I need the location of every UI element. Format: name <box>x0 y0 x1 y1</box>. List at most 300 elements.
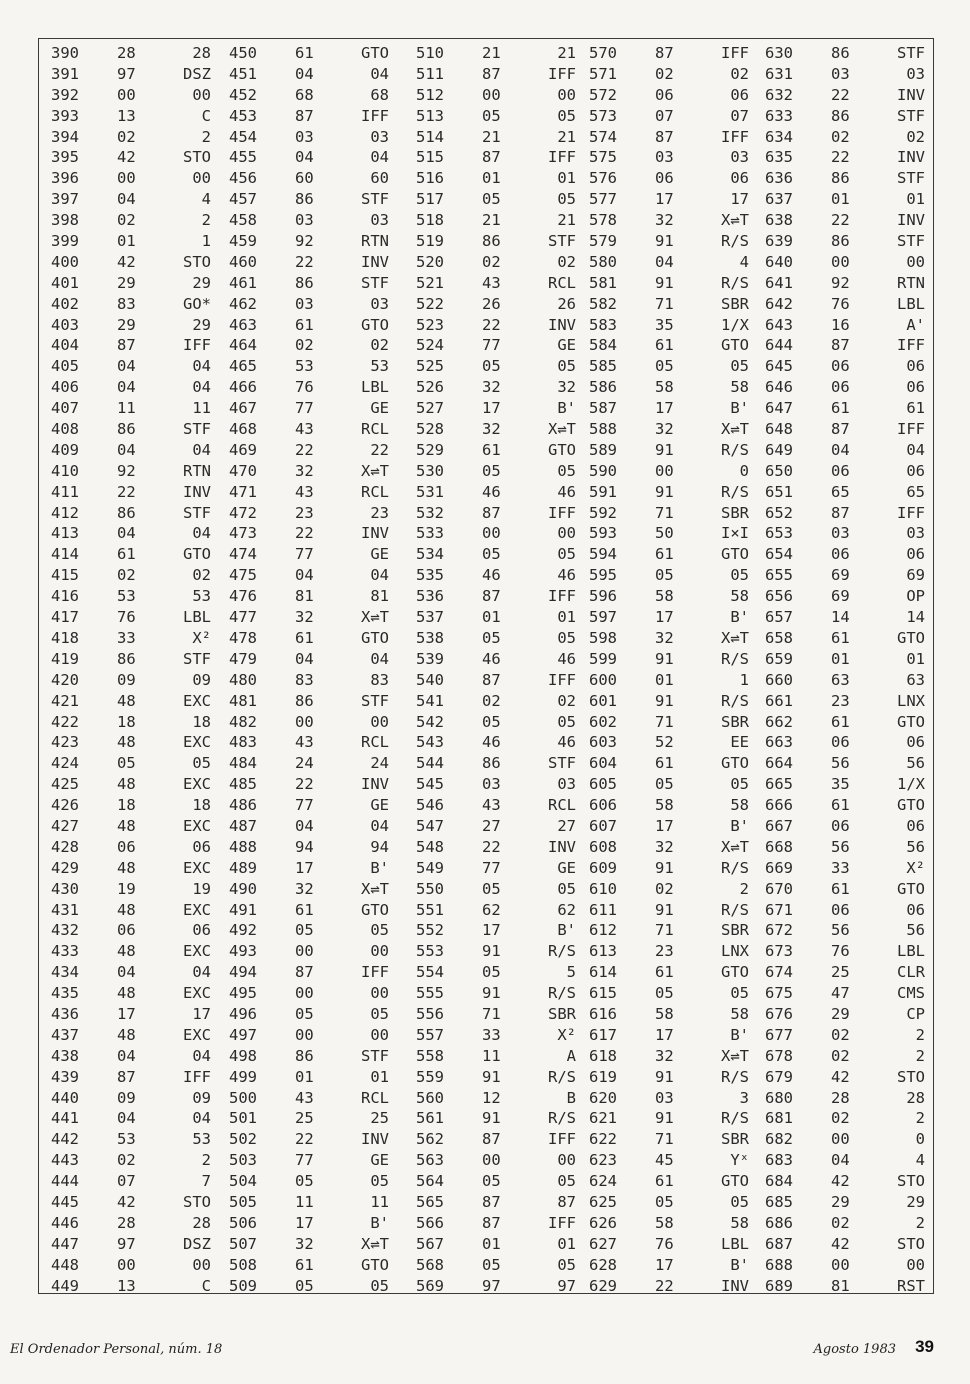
step-address: 532 <box>416 503 444 522</box>
key-mnemonic: 04 <box>192 963 211 982</box>
key-code: 32 <box>655 837 674 856</box>
listing-row <box>589 482 749 503</box>
key-code: 46 <box>482 566 501 585</box>
step-address: 671 <box>765 900 793 919</box>
step-address: 641 <box>765 273 793 292</box>
step-address: 552 <box>416 921 444 940</box>
key-code: 06 <box>117 921 136 940</box>
key-mnemonic: R/S <box>721 691 749 710</box>
step-address: 520 <box>416 252 444 271</box>
key-mnemonic: 06 <box>192 921 211 940</box>
step-address: 581 <box>589 273 617 292</box>
step-address: 593 <box>589 524 617 543</box>
step-address: 619 <box>589 1067 617 1086</box>
listing-row <box>229 941 389 962</box>
step-address: 514 <box>416 127 444 146</box>
key-code: 00 <box>295 942 314 961</box>
step-address: 560 <box>416 1088 444 1107</box>
key-code: 22 <box>482 837 501 856</box>
listing-row <box>765 335 925 356</box>
key-mnemonic: GTO <box>361 628 389 647</box>
listing-row <box>416 1004 576 1025</box>
key-mnemonic: RCL <box>361 482 389 501</box>
listing-row <box>416 231 576 252</box>
listing-row <box>416 189 576 210</box>
listing-row <box>229 920 389 941</box>
key-mnemonic: IFF <box>548 1130 576 1149</box>
key-mnemonic: GE <box>370 796 389 815</box>
key-code: 00 <box>831 1255 850 1274</box>
step-address: 501 <box>229 1109 257 1128</box>
listing-row <box>229 1004 389 1025</box>
key-mnemonic: INV <box>361 1130 389 1149</box>
key-code: 00 <box>831 252 850 271</box>
listing-row <box>589 920 749 941</box>
key-code: 87 <box>482 148 501 167</box>
step-address: 568 <box>416 1255 444 1274</box>
key-code: 02 <box>117 211 136 230</box>
listing-row <box>51 1192 211 1213</box>
key-code: 97 <box>117 64 136 83</box>
key-mnemonic: 14 <box>906 608 925 627</box>
key-code: 05 <box>655 984 674 1003</box>
key-mnemonic: EXC <box>183 733 211 752</box>
key-mnemonic: 02 <box>906 127 925 146</box>
listing-row <box>416 962 576 983</box>
key-mnemonic: GE <box>370 399 389 418</box>
listing-row <box>51 920 211 941</box>
key-code: 48 <box>117 942 136 961</box>
step-address: 582 <box>589 294 617 313</box>
key-code: 61 <box>831 628 850 647</box>
key-mnemonic: INV <box>361 252 389 271</box>
listing-row <box>765 1004 925 1025</box>
key-code: 50 <box>655 524 674 543</box>
key-mnemonic: X⇌T <box>721 837 749 856</box>
listing-row <box>416 1171 576 1192</box>
listing-row <box>229 356 389 377</box>
step-address: 628 <box>589 1255 617 1274</box>
key-mnemonic: 06 <box>730 169 749 188</box>
key-code: 61 <box>831 712 850 731</box>
key-mnemonic: 04 <box>370 649 389 668</box>
key-mnemonic: R/S <box>721 900 749 919</box>
step-address: 644 <box>765 336 793 355</box>
key-code: 05 <box>655 1192 674 1211</box>
key-mnemonic: 58 <box>730 587 749 606</box>
step-address: 466 <box>229 378 257 397</box>
listing-row <box>51 1213 211 1234</box>
key-mnemonic: 05 <box>370 1004 389 1023</box>
key-mnemonic: 2 <box>915 1213 925 1232</box>
step-address: 656 <box>765 587 793 606</box>
key-mnemonic: STF <box>897 106 925 125</box>
listing-row <box>416 941 576 962</box>
step-address: 462 <box>229 294 257 313</box>
key-mnemonic: 56 <box>906 754 925 773</box>
key-code: 00 <box>482 524 501 543</box>
step-address: 512 <box>416 85 444 104</box>
step-address: 548 <box>416 837 444 856</box>
listing-row <box>765 732 925 753</box>
key-mnemonic: EXC <box>183 984 211 1003</box>
listing-row <box>589 1025 749 1046</box>
listing-row <box>51 795 211 816</box>
key-code: 06 <box>831 461 850 480</box>
listing-row <box>229 732 389 753</box>
step-address: 602 <box>589 712 617 731</box>
step-address: 647 <box>765 399 793 418</box>
step-address: 635 <box>765 148 793 167</box>
step-address: 609 <box>589 858 617 877</box>
step-address: 394 <box>51 127 79 146</box>
key-code: 76 <box>295 378 314 397</box>
key-mnemonic: 32 <box>557 378 576 397</box>
step-address: 505 <box>229 1192 257 1211</box>
step-address: 597 <box>589 608 617 627</box>
key-mnemonic: 2 <box>201 1151 211 1170</box>
step-address: 542 <box>416 712 444 731</box>
key-code: 22 <box>295 440 314 459</box>
key-code: 17 <box>295 858 314 877</box>
step-address: 567 <box>416 1234 444 1253</box>
step-address: 539 <box>416 649 444 668</box>
step-address: 685 <box>765 1192 793 1211</box>
key-mnemonic: 53 <box>370 357 389 376</box>
listing-row <box>765 1088 925 1109</box>
key-mnemonic: INV <box>897 148 925 167</box>
step-address: 430 <box>51 879 79 898</box>
key-mnemonic: STO <box>897 1234 925 1253</box>
step-address: 654 <box>765 545 793 564</box>
listing-row <box>416 565 576 586</box>
step-address: 621 <box>589 1109 617 1128</box>
step-address: 640 <box>765 252 793 271</box>
step-address: 403 <box>51 315 79 334</box>
step-address: 402 <box>51 294 79 313</box>
key-mnemonic: 81 <box>370 587 389 606</box>
step-address: 595 <box>589 566 617 585</box>
key-code: 00 <box>655 461 674 480</box>
step-address: 420 <box>51 670 79 689</box>
key-code: 60 <box>295 169 314 188</box>
key-code: 17 <box>655 816 674 835</box>
step-address: 502 <box>229 1130 257 1149</box>
listing-row <box>416 315 576 336</box>
key-mnemonic: 17 <box>192 1004 211 1023</box>
listing-row <box>229 795 389 816</box>
key-code: 06 <box>831 378 850 397</box>
key-code: 03 <box>482 775 501 794</box>
key-code: 14 <box>831 608 850 627</box>
step-address: 392 <box>51 85 79 104</box>
listing-row <box>416 64 576 85</box>
listing-row <box>589 1255 749 1276</box>
key-code: 91 <box>655 482 674 501</box>
listing-row <box>229 962 389 983</box>
step-address: 483 <box>229 733 257 752</box>
step-address: 447 <box>51 1234 79 1253</box>
listing-row <box>51 962 211 983</box>
key-mnemonic: 18 <box>192 712 211 731</box>
key-mnemonic: RCL <box>361 1088 389 1107</box>
listing-row <box>51 147 211 168</box>
step-address: 452 <box>229 85 257 104</box>
key-mnemonic: INV <box>548 837 576 856</box>
step-address: 661 <box>765 691 793 710</box>
key-code: 28 <box>117 1213 136 1232</box>
step-address: 570 <box>589 44 617 62</box>
key-mnemonic: STO <box>183 1192 211 1211</box>
listing-row <box>416 732 576 753</box>
listing-row <box>765 879 925 900</box>
listing-row <box>765 1234 925 1255</box>
step-address: 579 <box>589 232 617 251</box>
key-code: 43 <box>482 796 501 815</box>
key-mnemonic: RTN <box>183 461 211 480</box>
step-address: 470 <box>229 461 257 480</box>
listing-row <box>589 544 749 565</box>
key-mnemonic: STF <box>548 232 576 251</box>
listing-row <box>765 1192 925 1213</box>
listing-row <box>229 607 389 628</box>
step-address: 659 <box>765 649 793 668</box>
key-mnemonic: CP <box>906 1004 925 1023</box>
key-mnemonic: X⇌T <box>361 879 389 898</box>
step-address: 510 <box>416 44 444 62</box>
key-code: 43 <box>295 420 314 439</box>
step-address: 668 <box>765 837 793 856</box>
listing-row <box>51 231 211 252</box>
key-code: 19 <box>117 879 136 898</box>
key-code: 32 <box>482 420 501 439</box>
step-address: 679 <box>765 1067 793 1086</box>
listing-row <box>589 1088 749 1109</box>
listing-row <box>416 1192 576 1213</box>
key-mnemonic: 04 <box>370 64 389 83</box>
key-mnemonic: 56 <box>906 837 925 856</box>
key-code: 48 <box>117 775 136 794</box>
key-code: 43 <box>295 482 314 501</box>
listing-row <box>229 628 389 649</box>
step-address: 517 <box>416 190 444 209</box>
key-code: 17 <box>655 399 674 418</box>
key-code: 48 <box>117 1025 136 1044</box>
key-mnemonic: 05 <box>557 712 576 731</box>
key-mnemonic: 05 <box>557 1255 576 1274</box>
key-mnemonic: EXC <box>183 775 211 794</box>
step-address: 433 <box>51 942 79 961</box>
step-address: 588 <box>589 420 617 439</box>
key-code: 86 <box>295 273 314 292</box>
key-code: 42 <box>831 1234 850 1253</box>
key-code: 05 <box>482 1172 501 1191</box>
step-address: 646 <box>765 378 793 397</box>
key-mnemonic: X⇌T <box>721 628 749 647</box>
step-address: 391 <box>51 64 79 83</box>
key-mnemonic: X⇌T <box>721 420 749 439</box>
key-mnemonic: GTO <box>897 712 925 731</box>
key-code: 07 <box>117 1172 136 1191</box>
key-code: 29 <box>831 1192 850 1211</box>
key-code: 32 <box>655 211 674 230</box>
key-mnemonic: 53 <box>192 587 211 606</box>
key-code: 61 <box>655 545 674 564</box>
key-mnemonic: B' <box>730 816 749 835</box>
key-code: 87 <box>831 503 850 522</box>
key-code: 63 <box>831 670 850 689</box>
key-code: 81 <box>831 1276 850 1295</box>
key-mnemonic: 05 <box>730 1192 749 1211</box>
key-code: 01 <box>117 232 136 251</box>
key-code: 22 <box>117 482 136 501</box>
listing-row <box>416 1150 576 1171</box>
key-code: 45 <box>655 1151 674 1170</box>
step-address: 395 <box>51 148 79 167</box>
key-mnemonic: 3 <box>739 1088 749 1107</box>
key-code: 21 <box>482 44 501 62</box>
step-address: 632 <box>765 85 793 104</box>
step-address: 664 <box>765 754 793 773</box>
step-address: 498 <box>229 1046 257 1065</box>
listing-row <box>765 1108 925 1129</box>
key-code: 28 <box>831 1088 850 1107</box>
step-address: 544 <box>416 754 444 773</box>
key-code: 18 <box>117 712 136 731</box>
listing-row <box>51 1067 211 1088</box>
step-address: 424 <box>51 754 79 773</box>
step-address: 666 <box>765 796 793 815</box>
key-mnemonic: 4 <box>739 252 749 271</box>
step-address: 426 <box>51 796 79 815</box>
step-address: 670 <box>765 879 793 898</box>
key-code: 00 <box>295 984 314 1003</box>
listing-row <box>589 670 749 691</box>
listing-row <box>229 816 389 837</box>
step-address: 492 <box>229 921 257 940</box>
key-code: 04 <box>295 148 314 167</box>
step-address: 603 <box>589 733 617 752</box>
step-address: 686 <box>765 1213 793 1232</box>
listing-row <box>229 1067 389 1088</box>
page-footer <box>0 1336 970 1366</box>
key-code: 87 <box>655 44 674 62</box>
listing-row <box>416 628 576 649</box>
key-code: 22 <box>831 211 850 230</box>
step-address: 414 <box>51 545 79 564</box>
key-code: 46 <box>482 482 501 501</box>
step-address: 537 <box>416 608 444 627</box>
listing-row <box>51 1129 211 1150</box>
step-address: 465 <box>229 357 257 376</box>
listing-row <box>229 106 389 127</box>
listing-row <box>589 461 749 482</box>
key-mnemonic: 87 <box>557 1192 576 1211</box>
key-code: 17 <box>482 399 501 418</box>
key-code: 87 <box>482 670 501 689</box>
listing-row <box>765 1276 925 1297</box>
key-code: 04 <box>117 190 136 209</box>
step-address: 500 <box>229 1088 257 1107</box>
key-code: 25 <box>295 1109 314 1128</box>
key-code: 32 <box>655 1046 674 1065</box>
step-address: 613 <box>589 942 617 961</box>
key-mnemonic: R/S <box>548 1109 576 1128</box>
listing-row <box>229 1046 389 1067</box>
key-mnemonic: 05 <box>557 461 576 480</box>
step-address: 564 <box>416 1172 444 1191</box>
listing-row <box>51 649 211 670</box>
key-mnemonic: Yˣ <box>730 1151 749 1170</box>
key-code: 32 <box>655 628 674 647</box>
step-address: 577 <box>589 190 617 209</box>
step-address: 489 <box>229 858 257 877</box>
step-address: 663 <box>765 733 793 752</box>
step-address: 620 <box>589 1088 617 1107</box>
step-address: 637 <box>765 190 793 209</box>
step-address: 410 <box>51 461 79 480</box>
step-address: 464 <box>229 336 257 355</box>
key-code: 65 <box>831 482 850 501</box>
listing-row <box>765 795 925 816</box>
step-address: 561 <box>416 1109 444 1128</box>
key-code: 42 <box>117 1192 136 1211</box>
key-mnemonic: SBR <box>721 503 749 522</box>
step-address: 419 <box>51 649 79 668</box>
key-code: 05 <box>482 357 501 376</box>
listing-row <box>765 774 925 795</box>
listing-row <box>765 858 925 879</box>
step-address: 607 <box>589 816 617 835</box>
listing-row <box>765 1025 925 1046</box>
listing-row <box>416 879 576 900</box>
key-mnemonic: OP <box>906 587 925 606</box>
listing-row <box>51 273 211 294</box>
step-address: 580 <box>589 252 617 271</box>
step-address: 418 <box>51 628 79 647</box>
key-code: 47 <box>831 984 850 1003</box>
step-address: 486 <box>229 796 257 815</box>
step-address: 636 <box>765 169 793 188</box>
key-code: 06 <box>117 837 136 856</box>
key-code: 61 <box>295 1255 314 1274</box>
step-address: 481 <box>229 691 257 710</box>
key-code: 22 <box>295 252 314 271</box>
key-mnemonic: LNX <box>897 691 925 710</box>
listing-row <box>51 189 211 210</box>
key-code: 32 <box>655 420 674 439</box>
step-address: 662 <box>765 712 793 731</box>
key-mnemonic: IFF <box>183 1067 211 1086</box>
key-mnemonic: CLR <box>897 963 925 982</box>
listing-row <box>51 1025 211 1046</box>
key-code: 35 <box>655 315 674 334</box>
step-address: 672 <box>765 921 793 940</box>
step-address: 488 <box>229 837 257 856</box>
step-address: 587 <box>589 399 617 418</box>
step-address: 400 <box>51 252 79 271</box>
key-code: 04 <box>831 440 850 459</box>
listing-row <box>229 189 389 210</box>
step-address: 553 <box>416 942 444 961</box>
step-address: 399 <box>51 232 79 251</box>
key-mnemonic: GE <box>370 545 389 564</box>
key-mnemonic: 06 <box>192 837 211 856</box>
step-address: 530 <box>416 461 444 480</box>
listing-row <box>51 544 211 565</box>
listing-row <box>765 712 925 733</box>
step-address: 540 <box>416 670 444 689</box>
